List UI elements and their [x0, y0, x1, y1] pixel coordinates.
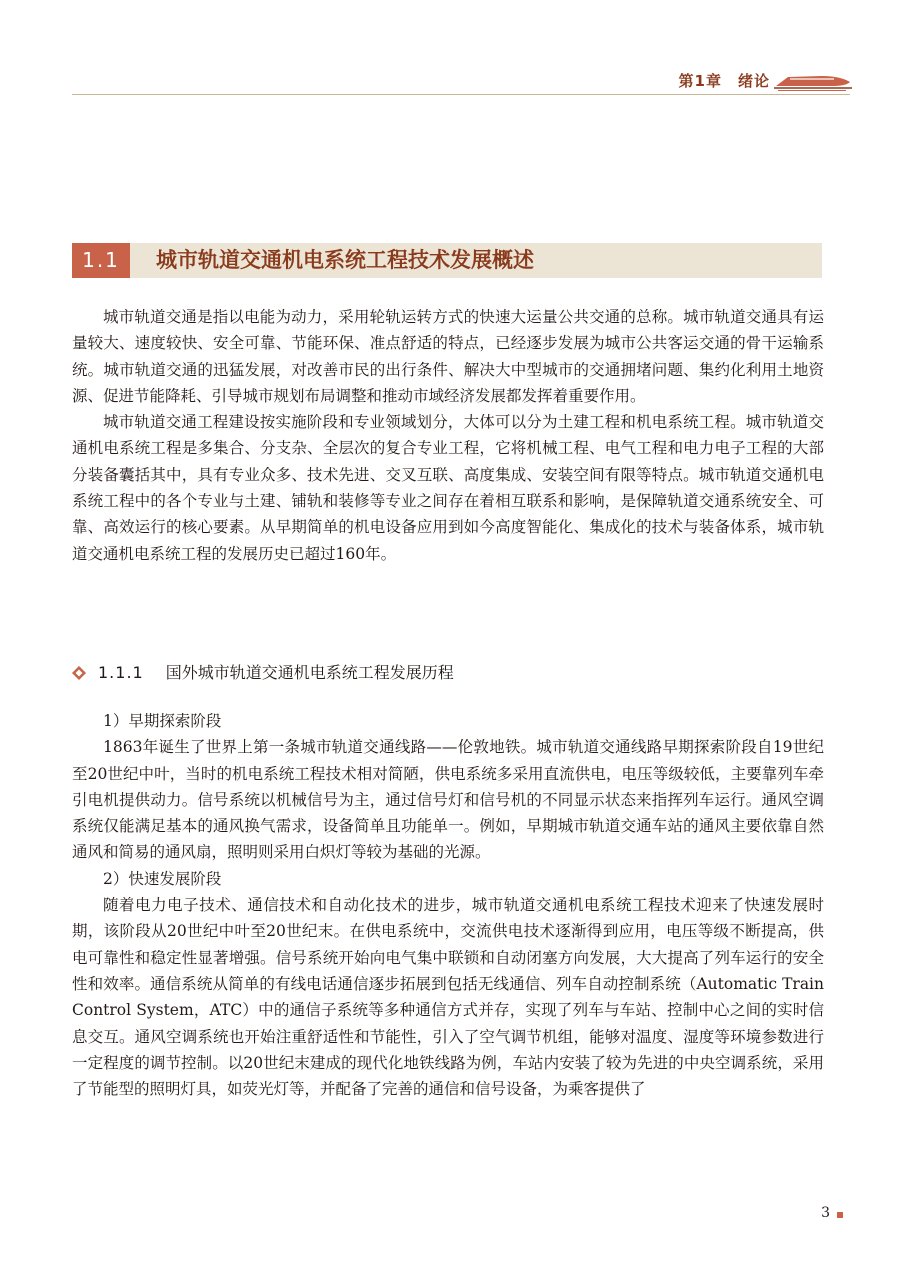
paragraph: 随着电力电子技术、通信技术和自动化技术的进步，城市轨道交通机电系统工程技术迎来了快速发展时期，该阶段从20世纪中叶至20世纪末。在供电系统中，交流供电技术逐渐得到应用，电压等级不断提高，供电可靠性和稳定性显著增强。信号系统开始向电气集中联锁和自动闭塞方向发展，大大提高了列车运行的安全性和效率。通信系统从简单的有线电话通信逐步拓展到包括无线通信、列车自动控制系统（Automatic Train Control System，ATC）中的通信子系统等多种通信方式并存，实现了列车与车站、控制中心之间的实时信息交互。通风空调系统也开始注重舒适性和节能性，引入了空气调节机组，能够对温度、湿度等环境参数进行一定程度的调节控制。以20世纪末建成的现代化地铁线路为例，车站内安装了较为先进的中央空调系统，采用了节能型的照明灯具，如荧光灯等，并配备了完善的通信和信号设备，为乘客提供了: [72, 896, 824, 1099]
page-marker: [837, 1212, 843, 1218]
section-heading: [72, 243, 822, 278]
section-number: 1.1: [72, 243, 130, 278]
chapter-number: 第1章: [678, 72, 722, 90]
paragraph: 城市轨道交通工程建设按实施阶段和专业领域划分，大体可以分为土建工程和机电系统工程。城市轨道交通机电系统工程是多集合、分支杂、全层次的复合专业工程，它将机械工程、电气工程和电力电子工程的大部分装备囊括其中，具有专业众多、技术先进、交叉互联、高度集成、安装空间有限等特点。城市轨道交通机电系统工程中的各个专业与土建、铺轨和装修等专业之间存在着相互联系和影响，是保障轨道交通系统安全、可靠、高效运行的核心要素。从早期简单的机电设备应用到如今高度智能化、集成化的技术与装备体系，城市轨道交通机电系统工程的发展历史已超过160年。: [72, 413, 824, 563]
intro-text: [72, 304, 824, 567]
paragraph: 1863年诞生了世界上第一条城市轨道交通线路——伦敦地铁。城市轨道交通线路早期探索阶段自19世纪至20世纪中叶，当时的机电系统工程技术相对简陋，供电系统多采用直流供电，电压等级较低，主要靠列车牵引电机提供动力。信号系统以机械信号为主，通过信号灯和信号机的不同显示状态来指挥列车运行。通风空调系统仅能满足基本的通风换气需求，设备简单且功能单一。例如，早期城市轨道交通车站的通风主要依靠自然通风和简易的通风扇，照明则采用白炽灯等较为基础的光源。: [72, 738, 824, 862]
section-title: 城市轨道交通机电系统工程技术发展概述: [156, 248, 534, 272]
paragraph: 城市轨道交通是指以电能为动力，采用轮轨运转方式的快速大运量公共交通的总称。城市轨道交通具有运量较大、速度较快、安全可靠、节能环保、准点舒适的特点，已经逐步发展为城市公共客运交通的骨干运输系统。城市轨道交通的迅猛发展，对改善市民的出行条件、解决大中型城市的交通拥堵问题、集约化利用土地资源、促进节能降耗、引导城市规划布局调整和推动市域经济发展都发挥着重要作用。: [72, 308, 824, 405]
header-rule: [72, 94, 850, 95]
diamond-bullet-icon: [72, 666, 86, 680]
subsection-heading: [72, 660, 454, 686]
stage-heading: 1）早期探索阶段: [103, 712, 222, 730]
running-header: [679, 70, 770, 91]
page-number: 3: [821, 1205, 830, 1221]
stage-heading: 2）快速发展阶段: [103, 869, 222, 888]
train-icon: [774, 70, 852, 92]
stages-text: [72, 708, 824, 1102]
subsection-title: 国外城市轨道交通机电系统工程发展历程: [165, 663, 454, 682]
chapter-title: 绪论: [737, 72, 770, 90]
subsection-number: 1.1.1: [98, 663, 144, 682]
